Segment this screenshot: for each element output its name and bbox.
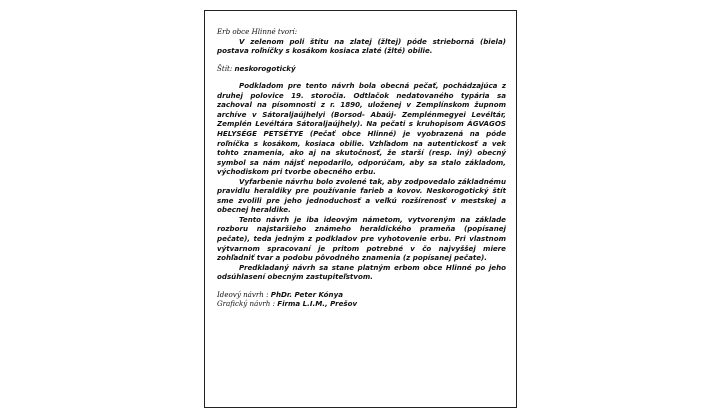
- heading: Erb obce Hlinné tvorí:: [217, 27, 298, 36]
- blazon-text: V zelenom poli štítu na zlatej (žltej) póde strieborná (biela) postava roľníčky s kosákom kosiaca zlaté (žlté) obilie.: [217, 36, 506, 56]
- credit-idea-value: PhDr. Peter Kónya: [270, 289, 343, 299]
- spacer: [217, 73, 506, 81]
- paragraph-2: Vyfarbenie návrhu bolo zvolené tak, aby zodpovedalo základnému pravidlu heraldiky pre používanie farieb a kovov. Neskorogotický štít sme zvolili pre jeho jednoduchosť a veľkú rozšírenosť v mestskej a obecnej heraldike.: [217, 176, 506, 215]
- credit-idea-label: Ideový návrh :: [217, 289, 269, 299]
- shield-label: Štít:: [217, 63, 233, 73]
- document-page: [204, 10, 517, 408]
- shield-line: [217, 64, 506, 74]
- spacer: [217, 282, 506, 290]
- credit-graphic: [217, 299, 506, 309]
- paragraph-4: Predkladaný návrh sa stane platným erbom obce Hlinné po jeho odsúhlasení obecným zastupiteľstvom.: [217, 262, 506, 282]
- paragraph-3: Tento návrh je iba ideovým námetom, vytvoreným na základe rozboru najstaršieho známeho heraldického prameňa (popísanej pečate), teda jedným z podkladov pre vyhotovenie erbu. Pri vlastnom výtvarnom spracovaní je pritom potrebné v čo najvyššej miere zohľadniť tvar a podobu pôvodného znamenia (z popísanej pečate).: [217, 214, 506, 263]
- spacer: [217, 56, 506, 64]
- credit-graphic-label: Grafický návrh :: [217, 299, 275, 309]
- credit-idea: [217, 290, 506, 300]
- shield-value: neskorogotický: [234, 63, 296, 73]
- credit-graphic-value: Firma L.I.M., Prešov: [277, 299, 358, 309]
- paragraph-1: Podkladom pre tento návrh bola obecná pečať, pochádzajúca z druhej polovice 19. storočia. Odtlačok nedatovaného typária sa zachoval na písomnosti z r. 1890, uloženej v Zemplínskom župnom archíve v Sátoraljaújhelyi (Borsod- Abaúj- Zemplénmegyei Levéltár, Zemplén Levéltára Sátoraljaújhely). Na pečati s kruhopisom ÁGVAGOS HELYSÉGE PETSÉTYE (Pečať obce Hlinné) je vyobrazená na póde roľníčka s kosákom, kosiaca obilie. Vzhľadom na autentickosť a vek tohto znamenia, ako aj na skutočnosť, že starší (resp. iný) obecný symbol sa nám nájsť nepodarilo, odporúčam, aby sa stalo základom, východiskom pri tvorbe obecného erbu.: [217, 81, 506, 177]
